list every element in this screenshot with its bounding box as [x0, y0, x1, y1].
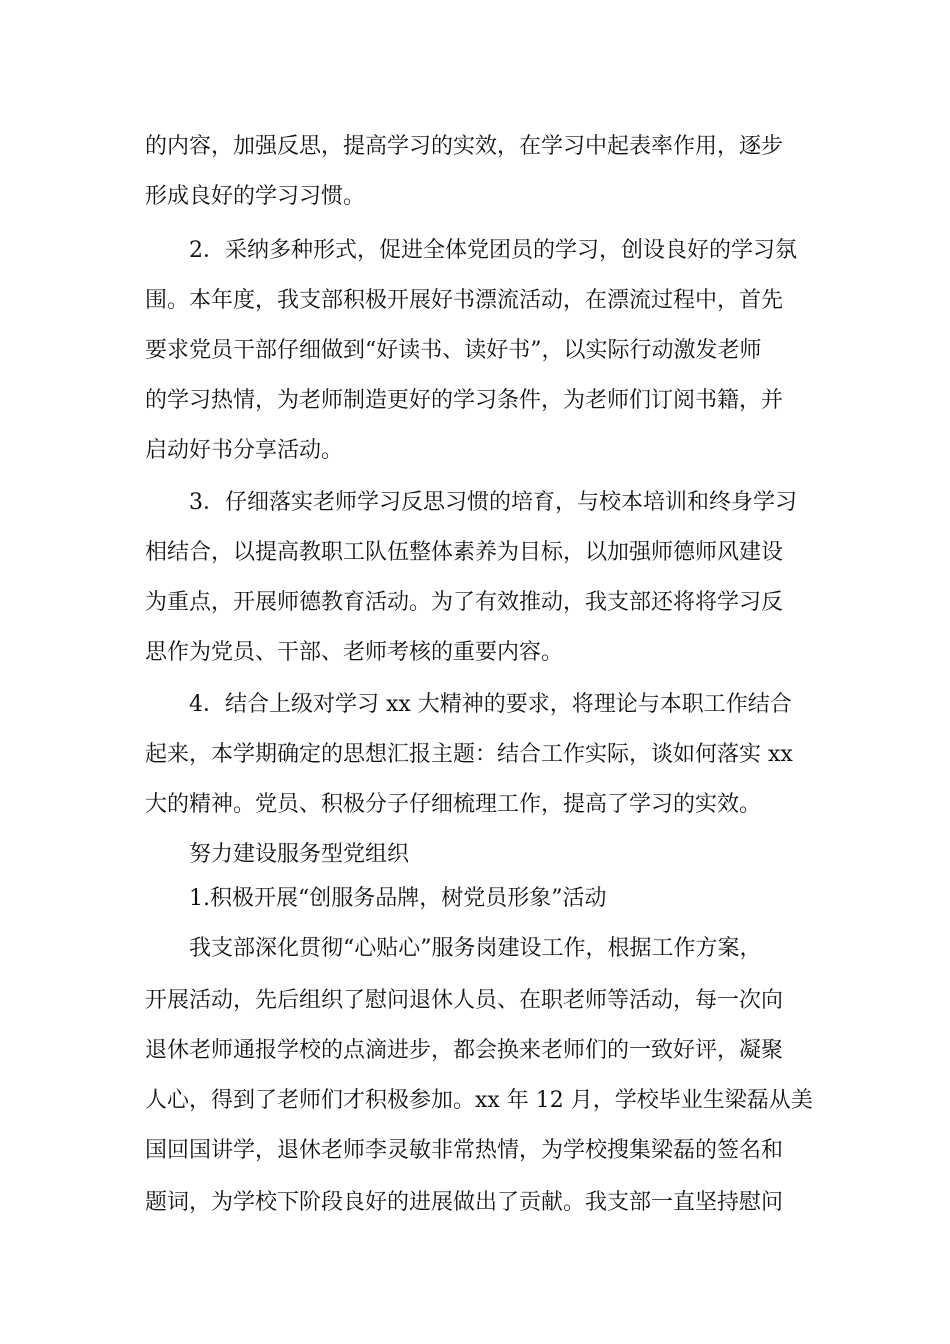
text-line: 起来，本学期确定的思想汇报主题：结合工作实际，谈如何落实 xx	[145, 742, 793, 767]
text-line: 形成良好的学习习惯。	[145, 184, 366, 209]
text-line: 思作为党员、干部、老师考核的重要内容。	[145, 640, 564, 665]
section-heading: 努力建设服务型党组织	[189, 842, 410, 867]
text-line: 2．采纳多种形式，促进全体党团员的学习，创设良好的学习氛	[189, 238, 797, 263]
subsection-heading: 1.积极开展“创服务品牌，树党员形象”活动	[189, 886, 607, 911]
text-line: 的学习热情，为老师制造更好的学习条件，为老师们订阅书籍，并	[145, 388, 784, 413]
text-line: 开展活动，先后组织了慰问退休人员、在职老师等活动，每一次向	[145, 988, 784, 1013]
text-line: 3．仔细落实老师学习反思习惯的培育，与校本培训和终身学习	[189, 490, 797, 515]
text-line: 退休老师通报学校的点滴进步，都会换来老师们的一致好评，凝聚	[145, 1038, 784, 1063]
text-line: 我支部深化贯彻“心贴心”服务岗建设工作，根据工作方案，	[189, 936, 762, 961]
text-line: 相结合，以提高教职工队伍整体素养为目标，以加强师德师风建设	[145, 540, 784, 565]
text-line: 大的精神。党员、积极分子仔细梳理工作，提高了学习的实效。	[145, 792, 762, 817]
text-line: 围。本年度，我支部积极开展好书漂流活动，在漂流过程中，首先	[145, 288, 784, 313]
text-line: 启动好书分享活动。	[145, 438, 344, 463]
text-line: 人心，得到了老师们才积极参加。xx 年 12 月，学校毕业生梁磊从美	[145, 1088, 813, 1113]
text-line: 的内容，加强反思，提高学习的实效，在学习中起表率作用，逐步	[145, 134, 784, 159]
text-line: 题词，为学校下阶段良好的进展做出了贡献。我支部一直坚持慰问	[145, 1190, 784, 1215]
text-line: 国回国讲学，退休老师李灵敏非常热情，为学校搜集梁磊的签名和	[145, 1138, 784, 1163]
text-line: 为重点，开展师德教育活动。为了有效推动，我支部还将将学习反	[145, 590, 784, 615]
text-line: 要求党员干部仔细做到“好读书、读好书”，以实际行动激发老师	[145, 338, 762, 363]
text-line: 4．结合上级对学习 xx 大精神的要求，将理论与本职工作结合	[189, 692, 792, 717]
